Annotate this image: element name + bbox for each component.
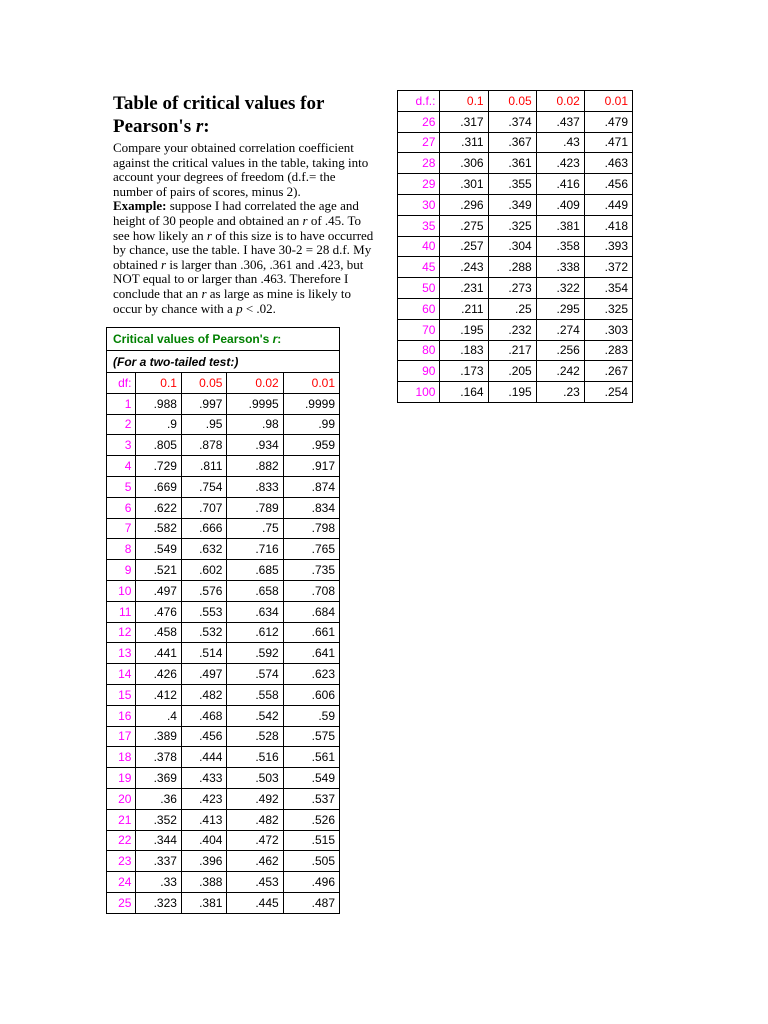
- value-cell: .456: [584, 174, 632, 195]
- df-cell: 70: [398, 319, 440, 340]
- df-cell: 35: [398, 215, 440, 236]
- value-cell: .462: [227, 851, 283, 872]
- df-cell: 90: [398, 361, 440, 382]
- value-cell: .789: [227, 497, 283, 518]
- value-cell: .256: [536, 340, 584, 361]
- value-cell: .274: [536, 319, 584, 340]
- table-row: [398, 278, 633, 299]
- value-cell: .528: [227, 726, 283, 747]
- value-cell: .553: [181, 601, 227, 622]
- example-text: of this size is to have occurred by chance, use the table. I have 30-2 = 28 d.f. My obtained: [113, 227, 374, 272]
- value-cell: .349: [488, 194, 536, 215]
- table-row: [398, 174, 633, 195]
- table-row: [107, 476, 340, 497]
- df-cell: 26: [398, 111, 440, 132]
- alpha-header: 0.02: [227, 373, 283, 394]
- value-cell: .433: [181, 768, 227, 789]
- value-cell: .988: [136, 393, 182, 414]
- value-cell: .514: [181, 643, 227, 664]
- critical-values-table-left: [106, 327, 340, 914]
- value-cell: .666: [181, 518, 227, 539]
- value-cell: .602: [181, 560, 227, 581]
- value-cell: .437: [536, 111, 584, 132]
- value-cell: .217: [488, 340, 536, 361]
- example-paragraph: [113, 199, 375, 316]
- value-cell: .344: [136, 830, 182, 851]
- table-row: [107, 643, 340, 664]
- alpha-header: 0.1: [136, 373, 182, 394]
- value-cell: .358: [536, 236, 584, 257]
- example-p: p: [236, 300, 243, 316]
- value-cell: .75: [227, 518, 283, 539]
- table-row: [107, 892, 340, 913]
- value-cell: .374: [488, 111, 536, 132]
- value-cell: .542: [227, 705, 283, 726]
- table-row: [107, 560, 340, 581]
- value-cell: .472: [227, 830, 283, 851]
- value-cell: .295: [536, 298, 584, 319]
- value-cell: .242: [536, 361, 584, 382]
- table-row: [107, 788, 340, 809]
- alpha-header: 0.1: [440, 91, 488, 112]
- value-cell: .468: [181, 705, 227, 726]
- df-cell: 6: [107, 497, 136, 518]
- df-cell: 28: [398, 153, 440, 174]
- df-cell: 100: [398, 382, 440, 403]
- header-row: [107, 373, 340, 394]
- value-cell: .658: [227, 580, 283, 601]
- df-cell: 50: [398, 278, 440, 299]
- value-cell: .497: [181, 664, 227, 685]
- table-row: [398, 236, 633, 257]
- value-cell: .634: [227, 601, 283, 622]
- value-cell: .325: [488, 215, 536, 236]
- table-subtitle: (For a two-tailed test:): [107, 351, 340, 373]
- example-label: Example:: [113, 198, 167, 214]
- df-cell: 13: [107, 643, 136, 664]
- value-cell: .798: [283, 518, 339, 539]
- value-cell: .337: [136, 851, 182, 872]
- value-cell: .323: [136, 892, 182, 913]
- value-cell: .389: [136, 726, 182, 747]
- table-row: [107, 872, 340, 893]
- value-cell: .959: [283, 435, 339, 456]
- example-text: < .02.: [242, 300, 276, 316]
- value-cell: .575: [283, 726, 339, 747]
- table-title-colon: :: [277, 332, 282, 346]
- value-cell: .404: [181, 830, 227, 851]
- table-row: [107, 414, 340, 435]
- value-cell: .716: [227, 539, 283, 560]
- value-cell: .416: [536, 174, 584, 195]
- df-cell: 25: [107, 892, 136, 913]
- value-cell: .497: [136, 580, 182, 601]
- value-cell: .396: [181, 851, 227, 872]
- df-cell: 5: [107, 476, 136, 497]
- value-cell: .372: [584, 257, 632, 278]
- value-cell: .288: [488, 257, 536, 278]
- value-cell: .412: [136, 684, 182, 705]
- value-cell: .479: [584, 111, 632, 132]
- df-cell: 4: [107, 456, 136, 477]
- table-row: [107, 601, 340, 622]
- value-cell: .303: [584, 319, 632, 340]
- value-cell: .558: [227, 684, 283, 705]
- df-cell: 9: [107, 560, 136, 581]
- example-text: is larger than .306, .361 and .423, but NOT equal to or larger than .463. Therefore I conclude that an: [113, 256, 364, 301]
- alpha-header: 0.01: [283, 373, 339, 394]
- df-cell: 16: [107, 705, 136, 726]
- df-cell: 12: [107, 622, 136, 643]
- value-cell: .317: [440, 111, 488, 132]
- value-cell: .4: [136, 705, 182, 726]
- value-cell: .532: [181, 622, 227, 643]
- df-cell: 20: [107, 788, 136, 809]
- df-cell: 18: [107, 747, 136, 768]
- table-row: [398, 194, 633, 215]
- value-cell: .576: [181, 580, 227, 601]
- value-cell: .516: [227, 747, 283, 768]
- df-cell: 1: [107, 393, 136, 414]
- table-row: [398, 319, 633, 340]
- value-cell: .338: [536, 257, 584, 278]
- value-cell: .381: [536, 215, 584, 236]
- df-header: df:: [107, 373, 136, 394]
- value-cell: .59: [283, 705, 339, 726]
- value-cell: .456: [181, 726, 227, 747]
- value-cell: .503: [227, 768, 283, 789]
- value-cell: .458: [136, 622, 182, 643]
- value-cell: .306: [440, 153, 488, 174]
- df-cell: 14: [107, 664, 136, 685]
- value-cell: .195: [488, 382, 536, 403]
- value-cell: .834: [283, 497, 339, 518]
- value-cell: .441: [136, 643, 182, 664]
- df-cell: 11: [107, 601, 136, 622]
- value-cell: .36: [136, 788, 182, 809]
- table-row: [107, 518, 340, 539]
- value-cell: .232: [488, 319, 536, 340]
- value-cell: .409: [536, 194, 584, 215]
- value-cell: .917: [283, 456, 339, 477]
- value-cell: .243: [440, 257, 488, 278]
- table-row: [107, 539, 340, 560]
- value-cell: .549: [283, 768, 339, 789]
- value-cell: .423: [536, 153, 584, 174]
- table-row: [398, 361, 633, 382]
- value-cell: .211: [440, 298, 488, 319]
- value-cell: .9995: [227, 393, 283, 414]
- value-cell: .426: [136, 664, 182, 685]
- value-cell: .708: [283, 580, 339, 601]
- value-cell: .612: [227, 622, 283, 643]
- df-cell: 24: [107, 872, 136, 893]
- value-cell: .393: [584, 236, 632, 257]
- alpha-header: 0.05: [181, 373, 227, 394]
- value-cell: .381: [181, 892, 227, 913]
- value-cell: .574: [227, 664, 283, 685]
- title-r: r: [195, 116, 204, 137]
- value-cell: .449: [584, 194, 632, 215]
- value-cell: .561: [283, 747, 339, 768]
- value-cell: .549: [136, 539, 182, 560]
- value-cell: .311: [440, 132, 488, 153]
- value-cell: .98: [227, 414, 283, 435]
- value-cell: .487: [283, 892, 339, 913]
- df-cell: 22: [107, 830, 136, 851]
- table-subtitle-row: [107, 351, 340, 373]
- value-cell: .296: [440, 194, 488, 215]
- table-row: [398, 111, 633, 132]
- df-cell: 30: [398, 194, 440, 215]
- table-row: [107, 435, 340, 456]
- value-cell: .482: [181, 684, 227, 705]
- value-cell: .661: [283, 622, 339, 643]
- value-cell: .463: [584, 153, 632, 174]
- value-cell: .754: [181, 476, 227, 497]
- value-cell: .322: [536, 278, 584, 299]
- value-cell: .669: [136, 476, 182, 497]
- table-row: [398, 153, 633, 174]
- value-cell: .267: [584, 361, 632, 382]
- value-cell: .413: [181, 809, 227, 830]
- value-cell: .582: [136, 518, 182, 539]
- table-row: [107, 851, 340, 872]
- table-row: [107, 580, 340, 601]
- value-cell: .361: [488, 153, 536, 174]
- value-cell: .418: [584, 215, 632, 236]
- df-cell: 23: [107, 851, 136, 872]
- value-cell: .205: [488, 361, 536, 382]
- value-cell: .515: [283, 830, 339, 851]
- value-cell: .352: [136, 809, 182, 830]
- header-row: [398, 91, 633, 112]
- df-cell: 45: [398, 257, 440, 278]
- df-cell: 7: [107, 518, 136, 539]
- value-cell: .354: [584, 278, 632, 299]
- df-cell: 19: [107, 768, 136, 789]
- intro-section: [113, 92, 375, 316]
- title-colon: :: [203, 116, 210, 137]
- value-cell: .173: [440, 361, 488, 382]
- table-row: [398, 257, 633, 278]
- value-cell: .521: [136, 560, 182, 581]
- df-header: d.f.:: [398, 91, 440, 112]
- value-cell: .765: [283, 539, 339, 560]
- df-cell: 80: [398, 340, 440, 361]
- value-cell: .273: [488, 278, 536, 299]
- value-cell: .445: [227, 892, 283, 913]
- alpha-header: 0.05: [488, 91, 536, 112]
- table-row: [107, 830, 340, 851]
- value-cell: .388: [181, 872, 227, 893]
- df-cell: 8: [107, 539, 136, 560]
- table-title-r: r: [272, 332, 278, 346]
- value-cell: .476: [136, 601, 182, 622]
- table-title-row: [107, 328, 340, 351]
- value-cell: .606: [283, 684, 339, 705]
- df-cell: 27: [398, 132, 440, 153]
- value-cell: .482: [227, 809, 283, 830]
- value-cell: .735: [283, 560, 339, 581]
- value-cell: .641: [283, 643, 339, 664]
- df-cell: 60: [398, 298, 440, 319]
- table-row: [107, 456, 340, 477]
- example-r: r: [161, 256, 167, 272]
- value-cell: .423: [181, 788, 227, 809]
- value-cell: .164: [440, 382, 488, 403]
- df-cell: 21: [107, 809, 136, 830]
- table-title-text: Critical values of Pearson's: [113, 332, 273, 346]
- value-cell: .95: [181, 414, 227, 435]
- value-cell: .257: [440, 236, 488, 257]
- df-cell: 15: [107, 684, 136, 705]
- table-row: [107, 809, 340, 830]
- value-cell: .874: [283, 476, 339, 497]
- table-row: [107, 393, 340, 414]
- value-cell: .301: [440, 174, 488, 195]
- table-row: [107, 622, 340, 643]
- value-cell: .496: [283, 872, 339, 893]
- value-cell: .492: [227, 788, 283, 809]
- value-cell: .526: [283, 809, 339, 830]
- value-cell: .33: [136, 872, 182, 893]
- table-row: [107, 497, 340, 518]
- example-r: r: [206, 227, 212, 243]
- df-cell: 10: [107, 580, 136, 601]
- value-cell: .195: [440, 319, 488, 340]
- value-cell: .707: [181, 497, 227, 518]
- alpha-header: 0.01: [584, 91, 632, 112]
- critical-values-table-right: [397, 90, 633, 403]
- value-cell: .623: [283, 664, 339, 685]
- value-cell: .505: [283, 851, 339, 872]
- value-cell: .355: [488, 174, 536, 195]
- table-row: [398, 340, 633, 361]
- table-row: [107, 726, 340, 747]
- value-cell: .878: [181, 435, 227, 456]
- value-cell: .25: [488, 298, 536, 319]
- table-row: [398, 215, 633, 236]
- value-cell: .325: [584, 298, 632, 319]
- example-r: r: [201, 285, 207, 301]
- value-cell: .444: [181, 747, 227, 768]
- value-cell: .23: [536, 382, 584, 403]
- value-cell: .254: [584, 382, 632, 403]
- example-text: of .45. To see how likely an: [113, 212, 361, 243]
- alpha-header: 0.02: [536, 91, 584, 112]
- table-row: [107, 684, 340, 705]
- df-cell: 40: [398, 236, 440, 257]
- value-cell: .537: [283, 788, 339, 809]
- value-cell: .183: [440, 340, 488, 361]
- example-text: as large as mine is likely to occur by chance with a: [113, 285, 352, 316]
- table-row: [107, 664, 340, 685]
- value-cell: .805: [136, 435, 182, 456]
- table-row: [398, 132, 633, 153]
- value-cell: .592: [227, 643, 283, 664]
- df-cell: 2: [107, 414, 136, 435]
- value-cell: .997: [181, 393, 227, 414]
- table-row: [398, 298, 633, 319]
- value-cell: .43: [536, 132, 584, 153]
- value-cell: .304: [488, 236, 536, 257]
- value-cell: .283: [584, 340, 632, 361]
- value-cell: .471: [584, 132, 632, 153]
- value-cell: .729: [136, 456, 182, 477]
- table-title: [107, 328, 340, 351]
- table-row: [107, 705, 340, 726]
- value-cell: .9: [136, 414, 182, 435]
- value-cell: .684: [283, 601, 339, 622]
- value-cell: .99: [283, 414, 339, 435]
- value-cell: .275: [440, 215, 488, 236]
- value-cell: .811: [181, 456, 227, 477]
- value-cell: .685: [227, 560, 283, 581]
- value-cell: .453: [227, 872, 283, 893]
- table-row: [107, 768, 340, 789]
- df-cell: 3: [107, 435, 136, 456]
- value-cell: .934: [227, 435, 283, 456]
- table-row: [398, 382, 633, 403]
- example-r: r: [302, 212, 308, 228]
- value-cell: .9999: [283, 393, 339, 414]
- value-cell: .833: [227, 476, 283, 497]
- title-text: Table of critical values for Pearson's: [113, 93, 325, 137]
- value-cell: .369: [136, 768, 182, 789]
- table-row: [107, 747, 340, 768]
- df-cell: 17: [107, 726, 136, 747]
- example-text: suppose I had correlated the age and height of 30 people and obtained an: [113, 198, 359, 228]
- value-cell: .622: [136, 497, 182, 518]
- value-cell: .882: [227, 456, 283, 477]
- value-cell: .378: [136, 747, 182, 768]
- value-cell: .231: [440, 278, 488, 299]
- df-cell: 29: [398, 174, 440, 195]
- value-cell: .632: [181, 539, 227, 560]
- value-cell: .367: [488, 132, 536, 153]
- intro-paragraph: Compare your obtained correlation coefficient against the critical values in the table, taking into account your degrees of freedom (d.f.= the number of pairs of scores, minus 2).: [113, 140, 369, 199]
- page-title: [113, 92, 375, 138]
